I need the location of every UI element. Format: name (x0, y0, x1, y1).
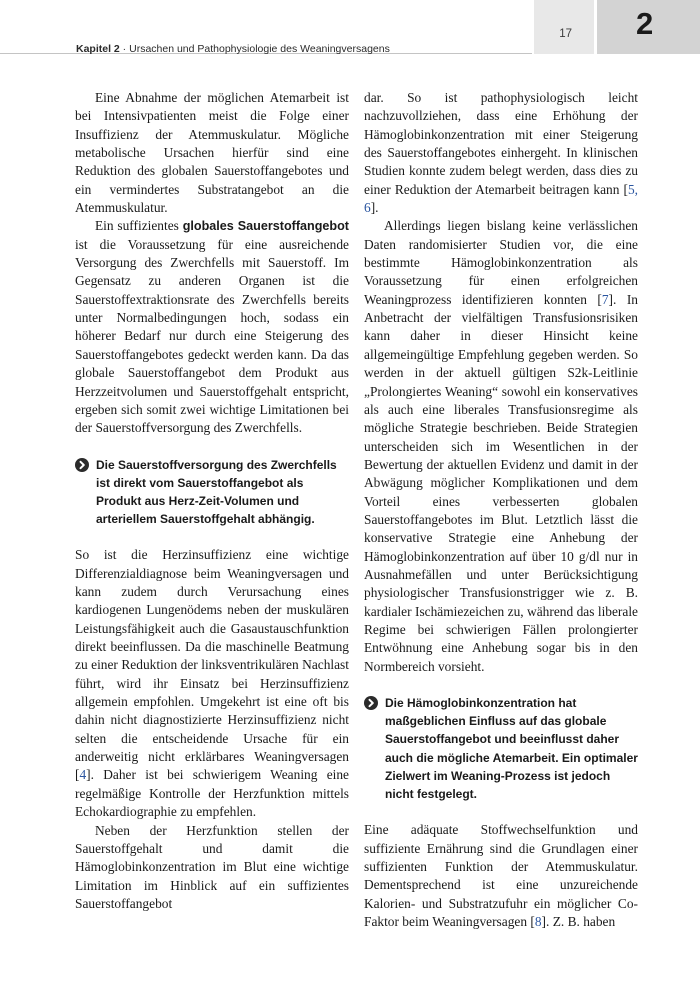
text-run: Allerdings liegen bislang keine verlässlichen Daten randomisierter Studien vor, die eine bestimmte Hämoglobinkonzentration als Voraussetzung für einen erfolgreichen Weaningprozess identifizieren konnten [ (364, 218, 638, 307)
chapter-title: Ursachen und Pathophysiologie des Weaningversagens (129, 43, 390, 55)
chapter-tab (597, 0, 700, 54)
paragraph: Neben der Herzfunktion stellen der Sauerstoffgehalt und damit die Hämoglobinkonzentration im Blut eine wichtige Limitation im Hinblick auf ein suffizientes Sauerstoffangebot (75, 822, 349, 911)
key-point-callout (364, 694, 638, 803)
text-run: ]. In Anbetracht der vielfältigen Transfusionsrisiken kann daher in dieser Hinsicht keine allgemeingültige Empfehlung gegeben werden. So werden in der aktuell gültigen S2k-Leitlinie „Prolongiertes Weaning“ sowohl ein konservatives als auch eine liberales Transfusionsregime als mögliche Strategie beschrieben. Beide Strategien unterscheiden sich im Wesentlichen in der Bewertung der aktuellen Evidenz und damit in der Abwägung möglicher Komplikationen und dem Vorteil eines verbesserten globalen Sauerstoffangebotes im Blut. Letztlich lässt die konservative Strategie eine Anhebung der Hämoglobinkonzentration auf über 10 g/dl nur in Ausnahmefällen und unter Berücksichtigung physiologischer Transfusionstrigger wie z. B. kardialer Ischämiezeichen zu, während das liberale Regime bei schwierigen Fällen prolongierter Entwöhnung eine Anhebung sogar bis in den Normbereich vorsieht. (364, 291, 638, 674)
key-point-callout (75, 456, 349, 529)
paragraph (75, 546, 349, 821)
paragraph (75, 217, 349, 437)
chapter-label: Kapitel 2 (76, 43, 120, 55)
chapter-number: 2 (636, 6, 654, 41)
text-run: ]. (370, 200, 379, 216)
chevron-right-circle-icon (364, 696, 378, 710)
text-run: ]. Z. B. haben (541, 913, 616, 929)
text-run: So ist die Herzinsuffizienz eine wichtige Differenzialdiagnose beim Weaningversagen und kann zudem durch Verursachung eines kardiogenen Lungenödems neben der muskulären Leistungsfähigkeit auch die Gasaustauschfunktion direkt beeinflussen. Da die maschinelle Beatmung zu einer Reduktion der linksventrikulären Nachlast führt, wird ihr Einsatz bei Herzinsuffizienz allgemein empfohlen. Umgekehrt ist eine oft bis dahin nicht diagnostizierte Herzinsuffizienz nicht selten die entscheidende Ursache für ein anderweitig nicht erklärbares Weaningversagen [ (75, 547, 349, 783)
citation-link[interactable]: 8 (534, 913, 542, 929)
citation-link[interactable]: 4 (79, 767, 87, 783)
keyword-bold: globales Sauerstoffangebot (182, 219, 350, 234)
left-column (75, 89, 349, 913)
citation-link[interactable]: 7 (601, 291, 609, 307)
callout-text: Die Sauerstoffversorgung des Zwerchfells ist direkt vom Sauerstoffangebot als Produkt aus Herz-Zeit-Volumen und arteriellem Sauerstoffgehalt abhängig. (96, 457, 337, 527)
page-number: 17 (559, 28, 572, 40)
paragraph (364, 821, 638, 931)
text-run: ist die Voraussetzung für eine ausreichende Versorgung des Zwerchfells mit Sauerstoff. Im Gegensatz zu anderen Organen ist die Sauerstoffextraktionsrate des Zwerchfells bereits unter Normalbedingungen hoch, sodass ein höherer Bedarf nur durch eine Steigerung des Sauerstoffangebotes gedeckt werden kann. Da das globale Sauerstoffangebot dem Produkt aus Herzzeitvolumen und Sauerstoffgehalt entspricht, ergeben sich somit zwei wichtige Limitationen bei der Sauerstoffversorgung des Zwerchfells. (75, 236, 349, 436)
citation-link[interactable]: 5, 6 (364, 181, 638, 216)
right-column (364, 89, 638, 931)
text-run: Ein suffizientes (95, 218, 183, 234)
text-run: Eine adäquate Stoffwechselfunktion und suffiziente Ernährung sind die Grundlagen einer suffizienten Funktion der Atemmuskulatur. Dementsprechend ist eine unzureichende Kalorien- und Substratzufuhr ein möglicher Co-Faktor beim Weaningversagen [ (364, 822, 638, 929)
chevron-right-circle-icon (75, 458, 89, 472)
text-run: ]. Daher ist bei schwierigem Weaning eine regelmäßige Kontrolle der Herzfunktion mittels Echokardiographie zu empfehlen. (75, 767, 349, 820)
callout-text: Die Hämoglobinkonzentration hat maßgeblichen Einfluss auf das globale Sauerstoffangebot und beeinflusst daher auch die mögliche Atemarbeit. Ein optimaler Zielwert im Weaning-Prozess ist jedoch nicht festgelegt. (385, 696, 638, 802)
paragraph: Eine Abnahme der möglichen Atemarbeit ist bei Intensivpatienten meist die Folge einer Insuffizienz der Atemmuskulatur. Mögliche metabolische Ursachen hierfür sind eine Reduktion des globalen Sauerstoffangebotes und ein vermindertes Substratangebot an die Atemmuskulatur. (75, 90, 349, 216)
running-header (76, 43, 390, 55)
paragraph (364, 89, 638, 217)
page-number-tab (534, 0, 594, 54)
text-run: dar. So ist pathophysiologisch leicht nachzuvollziehen, dass eine Erhöhung der Hämoglobinkonzentration mit einer Steigerung des Sauerstoffangebotes einhergeht. In klinischen Studien konnte zudem belegt werden, dass dies zu einer Reduktion der Atemarbeit beitragen kann [ (364, 90, 638, 197)
header-separator: · (119, 43, 130, 55)
paragraph (364, 217, 638, 676)
